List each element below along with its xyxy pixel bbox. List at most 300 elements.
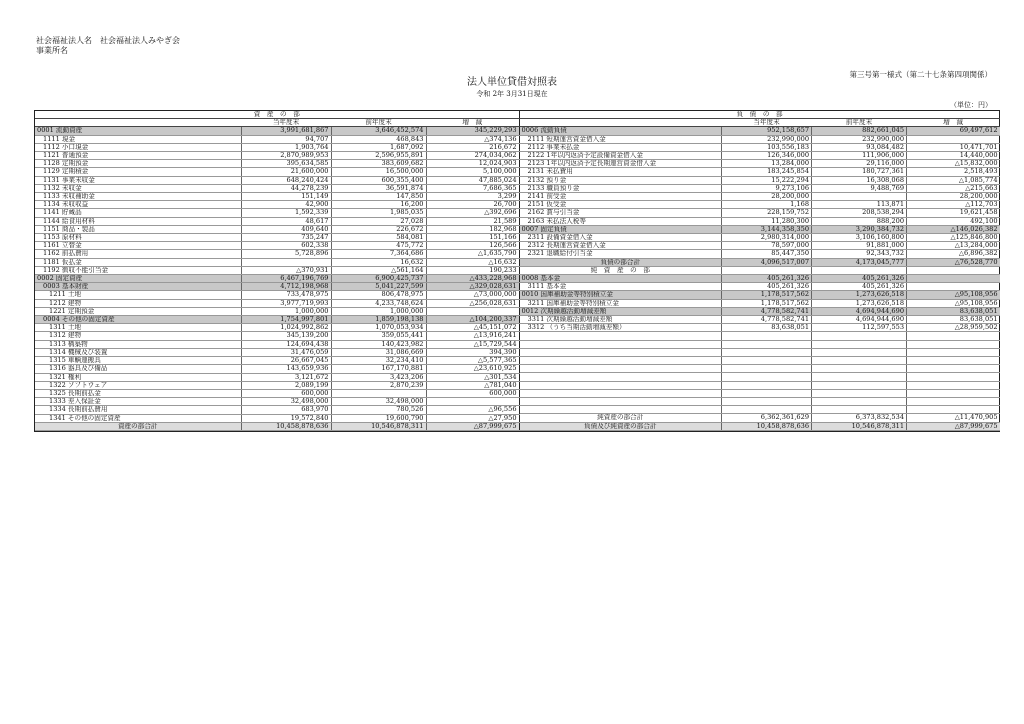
change-value: 69,497,612 [907,127,1000,135]
table-row [520,316,1000,324]
table-row [520,406,1000,414]
row-label: 1144 給食用材料 [35,217,241,225]
previous-year-value: 111,906,000 [812,152,907,160]
current-year-value: 232,990,000 [722,135,812,143]
table-row [35,324,519,332]
table-row [35,406,519,414]
liabilities-table [520,111,1000,431]
change-value: △1,085,774 [907,176,1000,184]
row-label: 1314 機械及び装置 [35,348,241,356]
change-value: △95,108,956 [907,291,1000,299]
change-value: △5,577,365 [426,357,519,365]
table-row [35,201,519,209]
column-header: 当年度末 [241,119,331,127]
row-label: 3311 次期繰越活動増減差額 [520,316,722,324]
current-year-value: 94,707 [241,135,331,143]
form-number: 第三号第一様式（第二十七条第四項関係） [849,70,992,79]
current-year-value: 733,478,975 [241,291,331,299]
row-label: 負債の部合計 [520,258,722,266]
current-year-value: 1,178,517,562 [722,299,812,307]
row-label: 0004 その他の固定資産 [35,316,241,324]
column-header-row [520,119,1000,127]
previous-year-value: 475,772 [331,242,426,250]
previous-year-value: 180,727,361 [812,168,907,176]
row-label: 純 資 産 の 部 [520,266,722,274]
current-year-value: 6,362,361,629 [722,414,812,422]
change-value: △23,610,925 [426,365,519,373]
table-row [520,127,1000,135]
column-header: 前年度末 [331,119,426,127]
previous-year-value: 19,600,790 [331,414,426,422]
change-value [907,275,1000,283]
change-value: 83,638,051 [907,307,1000,315]
row-label: 純資産の部合計 [520,414,722,422]
row-label: 2321 退職給付引当金 [520,250,722,258]
change-value: △13,284,000 [907,242,1000,250]
table-row [520,160,1000,168]
table-row [35,316,519,324]
table-row [35,365,519,373]
row-label: 1212 建物 [35,299,241,307]
current-year-value: 3,144,358,350 [722,225,812,233]
row-label: 0002 固定資産 [35,275,241,283]
table-row [35,340,519,348]
change-value: △87,999,675 [907,422,1000,430]
change-value: △301,534 [426,373,519,381]
change-value: △76,528,770 [907,258,1000,266]
assets-table [35,111,520,431]
previous-year-value [812,193,907,201]
current-year-value: 11,280,300 [722,217,812,225]
table-row [35,225,519,233]
row-label [520,406,722,414]
previous-year-value [812,340,907,348]
current-year-value [722,397,812,405]
row-label: 3111 基本金 [520,283,722,291]
previous-year-value: 140,423,982 [331,340,426,348]
table-row [520,332,1000,340]
change-value: △104,200,337 [426,316,519,324]
previous-year-value: 806,478,975 [331,291,426,299]
row-label: 1311 土地 [35,324,241,332]
change-value: 28,200,000 [907,193,1000,201]
row-label: 1121 普通預金 [35,152,241,160]
previous-year-value: 32,498,000 [331,398,426,406]
change-value: 10,471,701 [907,143,1000,151]
change-value: 190,233 [426,266,519,274]
table-row [35,250,519,258]
row-label [520,365,722,373]
previous-year-value: 2,870,239 [331,381,426,389]
column-header: 増 減 [426,119,519,127]
previous-year-value: 5,041,227,599 [331,283,426,291]
current-year-value: 345,139,200 [241,332,331,340]
current-year-value: 15,222,294 [722,176,812,184]
previous-year-value: 4,694,944,690 [812,316,907,324]
current-year-value: 10,458,878,636 [241,422,331,430]
previous-year-value [812,389,907,397]
row-label: 1151 商品・製品 [35,225,241,233]
change-value: △781,040 [426,381,519,389]
current-year-value: 85,447,350 [722,250,812,258]
change-value: △1,635,790 [426,250,519,258]
row-label: 1162 前払費用 [35,250,241,258]
section-title: 負 債 の 部 [520,111,1000,119]
table-row [35,143,519,151]
table-row [35,283,519,291]
change-value: △73,000,000 [426,291,519,299]
previous-year-value: 10,546,878,311 [812,422,907,430]
table-row [520,250,1000,258]
current-year-value: 21,600,000 [241,168,331,176]
previous-year-value: 208,538,294 [812,209,907,217]
previous-year-value: 1,070,053,934 [331,324,426,332]
previous-year-value: 1,859,198,138 [331,316,426,324]
change-value: 12,024,903 [426,160,519,168]
row-label: 1129 定期積金 [35,168,241,176]
change-value: △146,026,382 [907,225,1000,233]
current-year-value: 1,168 [722,201,812,209]
row-label: 2131 未払費用 [520,168,722,176]
current-year-value [722,340,812,348]
column-header-blank [35,119,241,127]
table-row [520,143,1000,151]
row-label: 0008 基本金 [520,275,722,283]
change-value: 126,566 [426,242,519,250]
current-year-value: 1,000,000 [241,307,331,315]
change-value: △45,151,072 [426,324,519,332]
table-row [520,357,1000,365]
current-year-value [241,258,331,266]
report-date: 令和 2年 3月31日現在 [476,90,548,98]
row-label: 3312 （うち当期活動増減差額） [520,324,722,332]
current-year-value [722,365,812,373]
table-row [520,414,1000,422]
current-year-value: 405,261,326 [722,283,812,291]
change-value: △392,696 [426,209,519,217]
change-value: △13,916,241 [426,332,519,340]
previous-year-value: 112,597,553 [812,324,907,332]
current-year-value: 735,247 [241,234,331,242]
table-row [35,184,519,192]
current-year-value: 1,178,517,562 [722,291,812,299]
previous-year-value: △561,164 [331,266,426,274]
previous-year-value: 167,170,881 [331,365,426,373]
row-label [520,381,722,389]
previous-year-value: 383,609,682 [331,160,426,168]
current-year-value: 31,476,059 [241,348,331,356]
current-year-value: 48,617 [241,217,331,225]
current-year-value: 6,467,196,769 [241,275,331,283]
current-year-value: 1,592,339 [241,209,331,217]
current-year-value: 44,278,239 [241,184,331,192]
change-value [907,332,1000,340]
table-row [35,381,519,389]
change-value: △16,632 [426,258,519,266]
current-year-value: 5,728,896 [241,250,331,258]
previous-year-value: 32,234,410 [331,357,426,365]
change-value: △15,729,544 [426,340,519,348]
row-label: 2123 1年以内返済予定長期運営資金借入金 [520,160,722,168]
previous-year-value: 1,687,092 [331,143,426,151]
table-row [520,389,1000,397]
row-label: 1325 長期前払金 [35,389,241,397]
previous-year-value: 10,546,878,311 [331,422,426,430]
row-label: 1334 長期前払費用 [35,406,241,414]
row-label: 負債及び純資産の部合計 [520,422,722,430]
table-row [35,414,519,422]
change-value: △95,108,956 [907,299,1000,307]
current-year-value: 3,977,719,993 [241,299,331,307]
change-value [907,135,1000,143]
previous-year-value: 4,694,944,690 [812,307,907,315]
current-year-value: 1,754,997,801 [241,316,331,324]
current-year-value: 405,261,326 [722,275,812,283]
previous-year-value: 359,055,441 [331,332,426,340]
current-year-value: 2,870,989,953 [241,152,331,160]
table-row [35,291,519,299]
table-row [35,307,519,315]
change-value: 492,100 [907,217,1000,225]
table-row [520,193,1000,201]
table-row [520,422,1000,430]
previous-year-value: 7,364,686 [331,250,426,258]
current-year-value: 83,638,051 [722,324,812,332]
change-value: 21,589 [426,217,519,225]
change-value [907,357,1000,365]
current-year-value: 78,597,000 [722,242,812,250]
table-row [520,397,1000,405]
current-year-value: 602,338 [241,242,331,250]
table-row [35,332,519,340]
row-label: 1312 建物 [35,332,241,340]
column-header-row [35,119,519,127]
previous-year-value: 405,261,326 [812,275,907,283]
row-label: 2162 賞与引当金 [520,209,722,217]
row-label: 1133 未収補助金 [35,193,241,201]
change-value: 182,968 [426,225,519,233]
row-label: 1341 その他の固定資産 [35,414,241,422]
row-label: 2133 職員預り金 [520,184,722,192]
current-year-value: 4,778,582,741 [722,307,812,315]
table-row [520,283,1000,291]
change-value: △87,999,675 [426,422,519,430]
change-value: △256,028,631 [426,299,519,307]
change-value: △112,703 [907,201,1000,209]
change-value: △125,846,800 [907,234,1000,242]
table-row [520,307,1000,315]
corporation-name: 社会福祉法人名 社会福祉法人みやぎ会 [36,36,180,45]
table-row [35,357,519,365]
previous-year-value [812,373,907,381]
row-label: 1321 権利 [35,373,241,381]
table-row [35,266,519,274]
previous-year-value: 31,086,669 [331,348,426,356]
row-label [520,373,722,381]
row-label: 1161 立替金 [35,242,241,250]
change-value: △11,470,905 [907,414,1000,422]
row-label [520,348,722,356]
change-value [907,397,1000,405]
previous-year-value: 3,646,452,574 [331,127,426,135]
current-year-value [722,406,812,414]
current-year-value: 228,159,752 [722,209,812,217]
previous-year-value [812,397,907,405]
table-row [35,258,519,266]
previous-year-value: 113,871 [812,201,907,209]
row-label [520,357,722,365]
change-value: △96,556 [426,406,519,414]
current-year-value: 28,200,000 [722,193,812,201]
change-value: △6,896,382 [907,250,1000,258]
current-year-value [722,266,812,274]
previous-year-value: 882,661,045 [812,127,907,135]
current-year-value: 2,089,199 [241,381,331,389]
current-year-value [722,348,812,356]
column-header: 前年度末 [812,119,907,127]
current-year-value [722,389,812,397]
change-value: △28,959,502 [907,324,1000,332]
previous-year-value: 468,843 [331,135,426,143]
table-row [35,152,519,160]
table-row [35,348,519,356]
previous-year-value: 6,900,425,737 [331,275,426,283]
row-label: 2312 長期運営資金借入金 [520,242,722,250]
previous-year-value: 36,591,874 [331,184,426,192]
row-label: 1316 器具及び備品 [35,365,241,373]
table-row [35,234,519,242]
previous-year-value: 226,672 [331,225,426,233]
table-row [35,168,519,176]
table-row [520,176,1000,184]
previous-year-value: 3,290,384,732 [812,225,907,233]
table-row [35,299,519,307]
table-row [520,299,1000,307]
row-label: 2112 事業未払金 [520,143,722,151]
change-value [907,389,1000,397]
previous-year-value [812,381,907,389]
page-title: 法人単位貸借対照表 [467,77,557,88]
row-label: 1112 小口現金 [35,143,241,151]
previous-year-value: 1,273,626,518 [812,291,907,299]
previous-year-value [812,406,907,414]
change-value: 19,621,458 [907,209,1000,217]
change-value [426,398,519,406]
current-year-value: 32,498,000 [241,398,331,406]
table-row [520,152,1000,160]
table-row [520,258,1000,266]
row-label: 1153 原材料 [35,234,241,242]
current-year-value: 151,149 [241,193,331,201]
table-row [520,381,1000,389]
previous-year-value [331,389,426,397]
row-label: 2151 仮受金 [520,201,722,209]
row-label [520,332,722,340]
row-label: 0012 次期繰越活動増減差額 [520,307,722,315]
previous-year-value: 1,985,035 [331,209,426,217]
previous-year-value: 29,116,000 [812,160,907,168]
previous-year-value: 93,084,482 [812,143,907,151]
table-row [520,201,1000,209]
current-year-value: 600,000 [241,389,331,397]
row-label: 1333 差入保証金 [35,398,241,406]
current-year-value [722,381,812,389]
table-row [520,340,1000,348]
row-label: 1221 定期預金 [35,307,241,315]
row-label: 2132 預り金 [520,176,722,184]
previous-year-value: 600,355,400 [331,176,426,184]
table-row [35,160,519,168]
row-label: 1128 定期預金 [35,160,241,168]
current-year-value: 103,556,183 [722,143,812,151]
change-value: 345,229,293 [426,127,519,135]
change-value: 47,885,024 [426,176,519,184]
row-label: 1134 未収収益 [35,201,241,209]
table-row [520,266,1000,274]
current-year-value: 183,245,854 [722,168,812,176]
previous-year-value: 2,596,955,891 [331,152,426,160]
current-year-value: 648,240,424 [241,176,331,184]
previous-year-value [812,332,907,340]
row-label: 0003 基本財産 [35,283,241,291]
current-year-value: 124,694,438 [241,340,331,348]
row-label: 1131 事業未収金 [35,176,241,184]
row-label: 1111 現金 [35,135,241,143]
current-year-value: 3,121,672 [241,373,331,381]
previous-year-value: 232,990,000 [812,135,907,143]
current-year-value: 126,346,000 [722,152,812,160]
change-value [907,365,1000,373]
table-row [520,365,1000,373]
current-year-value: 10,458,878,636 [722,422,812,430]
previous-year-value: 405,261,326 [812,283,907,291]
change-value: 394,390 [426,348,519,356]
row-label: 2141 前受金 [520,193,722,201]
change-value: △433,228,968 [426,275,519,283]
row-label [520,397,722,405]
change-value: 2,518,493 [907,168,1000,176]
row-label [520,340,722,348]
change-value: 274,034,062 [426,152,519,160]
current-year-value: 952,158,657 [722,127,812,135]
table-row [35,275,519,283]
change-value: 151,166 [426,234,519,242]
change-value [907,283,1000,291]
table-row [35,398,519,406]
row-label: 0007 固定負債 [520,225,722,233]
previous-year-value: 3,423,206 [331,373,426,381]
previous-year-value: 584,081 [331,234,426,242]
table-row [35,176,519,184]
row-label: 2122 1年以内返済予定設備資金借入金 [520,152,722,160]
row-label: 0001 流動資産 [35,127,241,135]
column-header: 増 減 [907,119,1000,127]
previous-year-value: 6,373,832,534 [812,414,907,422]
section-header [35,111,519,119]
previous-year-value: 16,308,068 [812,176,907,184]
table-row [35,242,519,250]
current-year-value: 143,659,936 [241,365,331,373]
balance-sheet [34,110,1000,432]
previous-year-value: 91,881,000 [812,242,907,250]
previous-year-value: 4,173,045,777 [812,258,907,266]
current-year-value: 3,991,681,867 [241,127,331,135]
current-year-value: 4,712,198,968 [241,283,331,291]
previous-year-value: 92,343,732 [812,250,907,258]
current-year-value: 13,284,000 [722,160,812,168]
table-row [520,348,1000,356]
row-label: 1192 徴収不能引当金 [35,266,241,274]
